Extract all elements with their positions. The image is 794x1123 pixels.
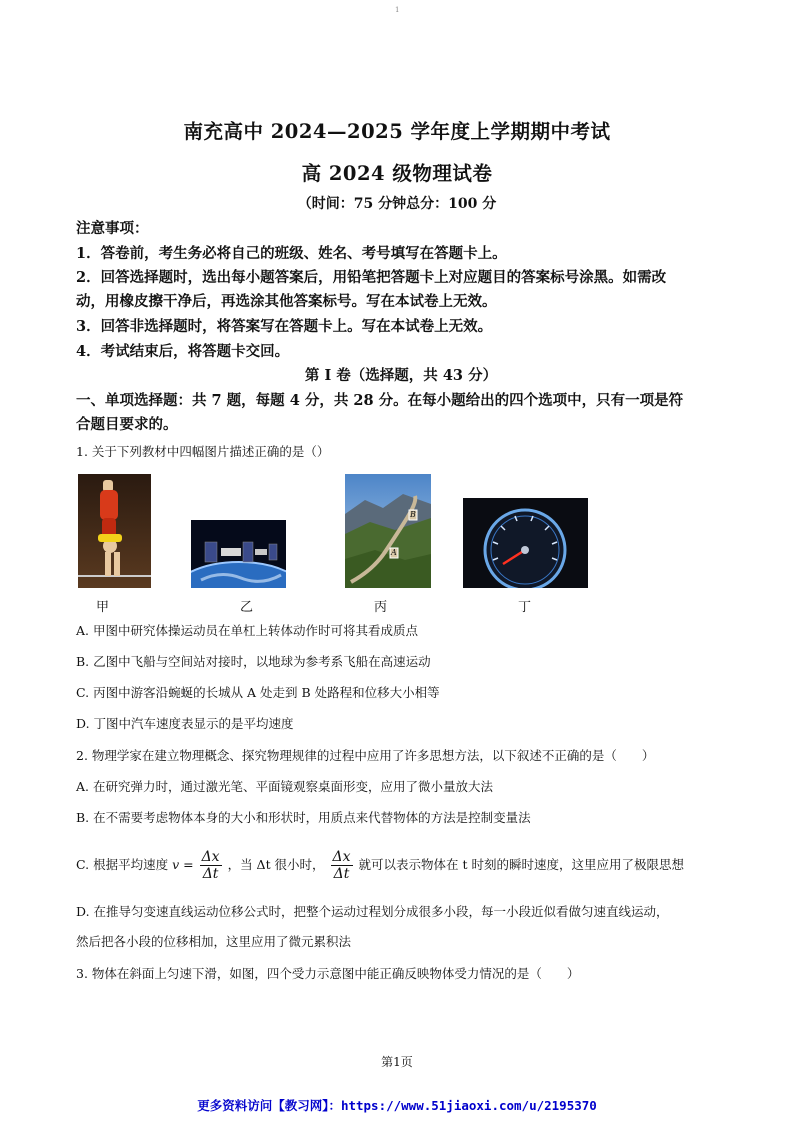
caption-ding: 丁 xyxy=(518,600,532,615)
notice-item: 动，用橡皮擦干净后，再选涂其他答案标号。写在本试卷上无效。 xyxy=(76,293,497,310)
exam-title: 南充高中 2024—2025 学年度上学期期中考试 xyxy=(183,120,611,143)
page-top-mark: 1 xyxy=(395,6,400,14)
notice-heading: 注意事项： xyxy=(76,220,149,237)
question-2-option-d-continued: 然后把各小段的位移相加，这里应用了微元累积法 xyxy=(76,934,352,949)
fraction-numerator: Δx xyxy=(201,849,220,865)
option-c-middle: ，当 Δt 很小时， xyxy=(227,857,325,872)
exam-subject-title: 高 2024 级物理试卷 xyxy=(301,162,493,185)
spacecraft-docking-photo xyxy=(191,520,286,588)
question-1-option-d: D. 丁图中汽车速度表显示的是平均速度 xyxy=(76,716,294,731)
question-1-option-c: C. 丙图中游客沿蜿蜒的长城从 A 处走到 B 处路程和位移大小相等 xyxy=(76,685,440,700)
question-2-option-b: B. 在不需要考虑物体本身的大小和形状时，用质点来代替物体的方法是控制变量法 xyxy=(76,810,531,825)
exam-time-info: （时间：75 分钟总分：100 分 xyxy=(297,196,497,212)
question-2-option-d: D. 在推导匀变速直线运动位移公式时，把整个运动过程划分成很多小段，每一小段近似看做匀速直线运动， xyxy=(76,904,669,919)
section-title: 第 I 卷（选择题，共 43 分） xyxy=(304,367,498,384)
gymnast-photo xyxy=(78,474,151,588)
great-wall-photo xyxy=(345,474,431,588)
notice-item: 1．答卷前，考生务必将自己的班级、姓名、考号填写在答题卡上。 xyxy=(76,245,507,262)
velocity-symbol: v = xyxy=(172,857,194,872)
section-instructions: 一、单项选择题：共 7 题，每题 4 分，共 28 分。在每小题给出的四个选项中，只有一项是符 xyxy=(76,392,684,409)
section-instructions: 合题目要求的。 xyxy=(76,416,178,433)
average-velocity-fraction xyxy=(200,849,222,882)
option-c-prefix: C. 根据平均速度 xyxy=(76,857,169,872)
question-1-option-a: A. 甲图中研究体操运动员在单杠上转体动作时可将其看成质点 xyxy=(76,623,418,638)
question-2-option-a: A. 在研究弹力时，通过激光笔、平面镜观察桌面形变，应用了微小量放大法 xyxy=(76,779,493,794)
fraction-denominator: Δt xyxy=(202,866,219,882)
question-1-stem: 1. 关于下列教材中四幅图片描述正确的是（） xyxy=(76,444,330,459)
instant-velocity-fraction xyxy=(331,849,353,882)
question-1-option-b: B. 乙图中飞船与空间站对接时，以地球为参考系飞船在高速运动 xyxy=(76,654,431,669)
notice-item: 2．回答选择题时，选出每小题答案后，用铅笔把答题卡上对应题目的答案标号涂黑。如需改 xyxy=(76,269,667,286)
point-label-a: A xyxy=(391,548,397,557)
speedometer-photo xyxy=(463,498,588,588)
fraction-numerator: Δx xyxy=(332,849,351,865)
fraction-denominator: Δt xyxy=(333,866,350,882)
question-2-stem: 2. 物理学家在建立物理概念、探究物理规律的过程中应用了许多思想方法，以下叙述不正确的是（ ） xyxy=(76,748,655,763)
caption-jia: 甲 xyxy=(96,600,110,615)
notice-item: 4．考试结束后，将答题卡交回。 xyxy=(76,343,290,360)
question-2-option-c xyxy=(76,846,726,884)
point-label-b: B xyxy=(410,510,416,519)
question-3-stem: 3. 物体在斜面上匀速下滑，如图，四个受力示意图中能正确反映物体受力情况的是（ ） xyxy=(76,966,580,981)
notice-item: 3．回答非选择题时，将答案写在答题卡上。写在本试卷上无效。 xyxy=(76,318,493,335)
caption-yi: 乙 xyxy=(240,600,254,615)
caption-bing: 丙 xyxy=(374,600,388,615)
footer-resource-link[interactable]: 更多资料访问【教习网】：https://www.51jiaoxi.com/u/2195370 xyxy=(197,1098,597,1113)
option-c-suffix: 就可以表示物体在 t 时刻的瞬时速度，这里应用了极限思想 xyxy=(358,857,685,872)
page-number: 第1页 xyxy=(381,1055,413,1069)
